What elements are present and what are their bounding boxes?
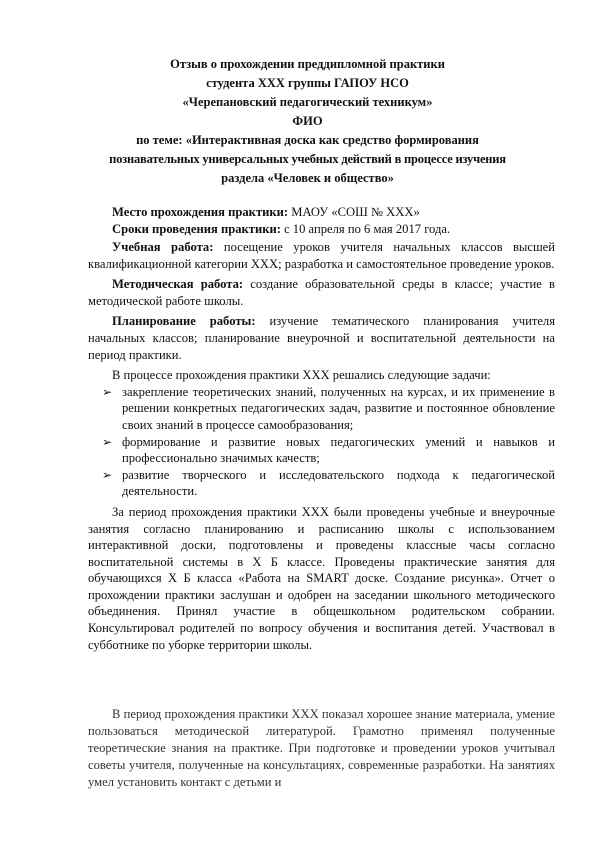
header-topic-1: по теме: «Интерактивная доска как средство формирования (136, 133, 479, 147)
bottom-paragraph-block (88, 706, 555, 791)
practice-place-value: МАОУ «СОШ № ХХХ» (288, 205, 420, 219)
arrow-bullet-icon: ➢ (102, 434, 113, 449)
task-item (88, 384, 555, 434)
practice-dates-value: с 10 апреля по 6 мая 2017 года. (280, 221, 451, 236)
practice-place-label: Место прохождения практики: (112, 205, 289, 219)
method-work (88, 276, 555, 309)
method-work-label: Методическая работа: (112, 277, 244, 292)
practice-dates-label: Сроки проведения практики: (112, 221, 281, 236)
arrow-bullet-icon: ➢ (102, 467, 113, 482)
study-work (88, 239, 555, 272)
planning-work (88, 313, 555, 363)
document-body-main (88, 239, 555, 653)
method-work-value: создание образовательной среды в классе; участие в методической работе школы. (88, 277, 555, 308)
task-item (88, 434, 555, 467)
planning-work-label: Планирование работы: (112, 314, 256, 329)
study-work-label: Учебная работа: (112, 240, 214, 254)
arrow-bullet-icon: ➢ (102, 384, 113, 399)
task-item (88, 467, 555, 500)
bottom-paragraph: В период прохождения практики ХХХ показал хорошее знание материала, умение пользоваться методической литературой. Грамотно применял полученные теоретические знания на практике. При подготовке и проведении уроков учитывал советы учителя, полученные на консультациях, современные разработки. На занятиях умел установить контакт с детьми и (88, 707, 555, 789)
task-text: формирование и развитие новых педагогических умений и навыков и профессионально значимых качеств; (122, 434, 555, 466)
tasks-intro: В процессе прохождения практики ХХХ решались следующие задачи: (112, 368, 491, 383)
header-institution: «Черепановский педагогический техникум» (182, 95, 433, 109)
practice-dates (112, 221, 555, 238)
document-body (112, 204, 555, 237)
planning-work-value: изучение тематического планирования учителя начальных классов; планирование внеурочной и воспитательной деятельности на период практики. (88, 314, 555, 362)
task-text: развитие творческого и исследовательского подхода к педагогической деятельности. (122, 467, 555, 499)
main-paragraph: За период прохождения практики ХХХ были проведены учебные и внеурочные занятия согласно планированию и расписанию школы с использованием интерактивной доски, подготовлены и проведены классные часы согласно воспитательной системы в Х Б классе. Проведены практические занятия для обучающихся Х Б класса «Работа на SMART доске. Создание рисунка». Отчет о прохождении практики заслушан и одобрен на заседании школьного методического объединения. Принял участие в общешкольном родительском собрании. Консультировал родителей по вопросу обучения и воспитания детей. Участвовал в субботнике по уборке территории школы. (88, 504, 555, 652)
header-topic-3: раздела «Человек и общество» (221, 171, 394, 185)
header-name: ФИО (292, 114, 323, 128)
header-title: Отзыв о прохождении преддипломной практики (170, 57, 445, 71)
task-text: закрепление теоретических знаний, полученных на курсах, и их применение в решении конкретных педагогических задач, развитие и постоянное обновление своих знаний в процессе самообразования; (122, 384, 555, 432)
header-student: студента ХХХ группы ГАПОУ НСО (206, 76, 409, 90)
practice-place (112, 204, 555, 221)
study-work-value: посещение уроков учителя начальных классов высшей квалификационной категории ХХХ; разработка и самостоятельное проведение уроков. (88, 240, 555, 271)
header-topic-2: познавательных универсальных учебных действий в процессе изучения (109, 152, 506, 166)
